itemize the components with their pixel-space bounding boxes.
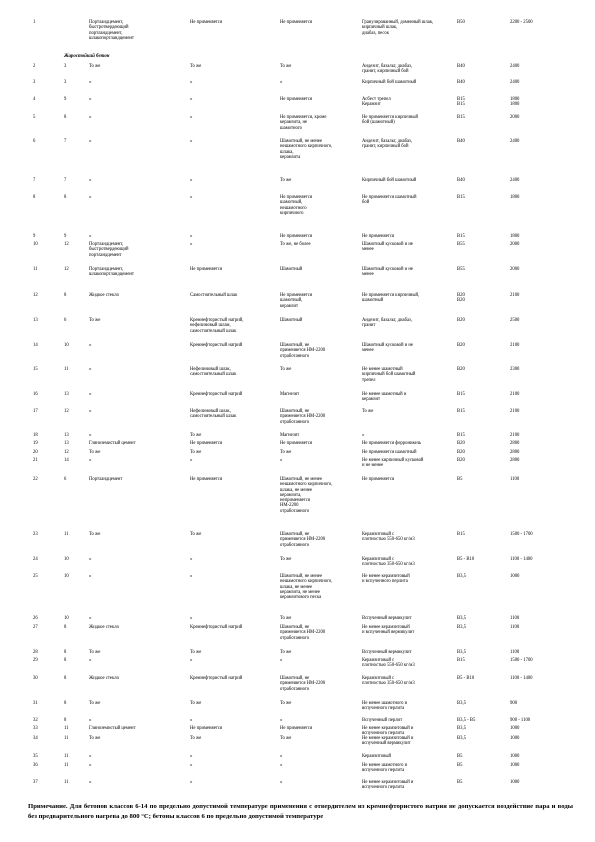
row-number: 17 <box>33 409 38 414</box>
fine-filler-cell: Не применяется шамотный, нешамотного кирпичного <box>280 195 313 216</box>
strength-class-cell: В20 <box>457 343 465 348</box>
row-number: 3 <box>33 80 36 85</box>
aggregate-cell: Гранулированный, доменный шлак, кирпичный шлак, диабаз, песок <box>362 20 434 36</box>
row-number: 11 <box>33 267 38 272</box>
hardener-cell: Кремнефтористый натрий <box>190 676 243 681</box>
density-cell: 1000 <box>510 763 520 768</box>
binder-cell: « <box>89 763 92 768</box>
concrete-class: 11 <box>64 763 69 768</box>
binder-cell: Портландцемент, быстротвердеющий портландцемент, шлакопортландцемент <box>89 20 134 41</box>
aggregate-cell: Не менее шамотный кирпичный бой шамотный трепел <box>362 367 416 383</box>
row-number: 21 <box>33 458 38 463</box>
row-number: 1 <box>33 20 36 25</box>
density-cell: 1000 <box>510 754 520 759</box>
strength-class-cell: В40 <box>457 178 465 183</box>
concrete-class: 8 <box>64 115 67 120</box>
strength-class-cell: В50 <box>457 20 465 25</box>
fine-filler-cell: Не применяется, кроме керамзита, не шамотного <box>280 115 327 131</box>
hardener-cell: То же <box>190 450 202 455</box>
strength-class-cell: В3,5 <box>457 650 466 655</box>
fine-filler-cell: То же <box>280 367 292 372</box>
concrete-class: 8 <box>64 293 67 298</box>
strength-class-cell: В5 - В10 <box>457 676 475 681</box>
concrete-class: 11 <box>64 367 69 372</box>
row-number: 9 <box>33 234 36 239</box>
density-cell: 1100 - 1400 <box>510 557 533 562</box>
aggregate-cell: Не менее керамзитовый и вспученного перлита <box>362 726 414 737</box>
concrete-class: 8 <box>64 195 67 200</box>
row-number: 32 <box>33 718 38 723</box>
fine-filler-cell: « <box>280 80 283 85</box>
density-cell: 1000 <box>510 780 520 785</box>
row-number: 2 <box>33 64 36 69</box>
density-cell: 2100 <box>510 392 520 397</box>
density-cell: 1000 <box>510 726 520 731</box>
row-number: 5 <box>33 115 36 120</box>
density-cell: 1800 1800 <box>510 97 520 108</box>
hardener-cell: То же <box>190 532 202 537</box>
concrete-class: 8 <box>64 658 67 663</box>
concrete-class: 3 <box>64 80 67 85</box>
binder-cell: Портландцемент, шлакопортландцемент <box>89 267 134 278</box>
binder-cell: То же <box>89 532 101 537</box>
aggregate-cell: Вспученный вермикулит <box>362 616 412 621</box>
strength-class-cell: В3,5 <box>457 574 466 579</box>
aggregate-cell: Не менее кирпичный кусковой и не менее <box>362 458 424 469</box>
aggregate-cell: Керамзитовый с плотностью 350-650 кг/м3 <box>362 557 415 568</box>
strength-class-cell: В20 <box>457 458 465 463</box>
hardener-cell: То же <box>190 650 202 655</box>
density-cell: 1100 - 1400 <box>510 676 533 681</box>
hardener-cell: Кремнефтористый натрий <box>190 392 243 397</box>
binder-cell: « <box>89 367 92 372</box>
binder-cell: То же <box>89 64 101 69</box>
row-number: 8 <box>33 195 36 200</box>
hardener-cell: « <box>190 80 193 85</box>
binder-cell: « <box>89 658 92 663</box>
density-cell: 1100 <box>510 616 520 621</box>
concrete-class: 10 <box>64 574 69 579</box>
density-cell: 2800 <box>510 441 520 446</box>
row-number: 26 <box>33 616 38 621</box>
binder-cell: То же <box>89 650 101 655</box>
binder-cell: « <box>89 343 92 348</box>
strength-class-cell: В15 <box>457 195 465 200</box>
row-number: 23 <box>33 532 38 537</box>
fine-filler-cell: « <box>280 718 283 723</box>
density-cell: 2500 <box>510 318 520 323</box>
fine-filler-cell: Шамотный, не менее нешамотного кирпичного, шлака, не менее керамзита, не менее керамзитового песка <box>280 574 333 601</box>
hardener-cell: « <box>190 574 193 579</box>
binder-cell: « <box>89 718 92 723</box>
row-number: 31 <box>33 701 38 706</box>
row-number: 35 <box>33 754 38 759</box>
row-number: 22 <box>33 477 38 482</box>
aggregate-cell: Керамзитовый с плотностью 550-650 кг/м3 <box>362 532 415 543</box>
fine-filler-cell: Шамотный, не применяется НМ-2200 отработанного <box>280 409 326 425</box>
fine-filler-cell: Шамотный <box>280 318 303 323</box>
density-cell: 1100 <box>510 650 520 655</box>
fine-filler-cell: Шамотный, не менее нешамотного кирпичного, шлака, керамзита <box>280 139 333 160</box>
concrete-class: 13 <box>64 441 69 446</box>
concrete-class: 9 <box>64 97 67 102</box>
aggregate-cell: Не применяется шамотный <box>362 450 417 455</box>
row-number: 29 <box>33 658 38 663</box>
concrete-class: 12 <box>64 450 69 455</box>
strength-class-cell: В5 <box>457 780 463 785</box>
row-number: 25 <box>33 574 38 579</box>
aggregate-cell: Вспученный перлит <box>362 718 403 723</box>
concrete-class: 12 <box>64 267 69 272</box>
density-cell: 2400 <box>510 139 520 144</box>
strength-class-cell: В3,5 <box>457 625 466 630</box>
fine-filler-cell: Не применяется шамотный, керамзит <box>280 293 313 309</box>
row-number: 16 <box>33 392 38 397</box>
hardener-cell: Нефелиновый шлак, самостоятельный шлак <box>190 367 237 378</box>
strength-class-cell: В5 - В10 <box>457 557 475 562</box>
density-cell: 1000 <box>510 574 520 579</box>
binder-cell: То же <box>89 450 101 455</box>
hardener-cell: Самостоятельный шлак <box>190 293 238 298</box>
strength-class-cell: В3,5 <box>457 736 466 741</box>
fine-filler-cell: « <box>280 458 283 463</box>
concrete-class: 8 <box>64 701 67 706</box>
row-number: 33 <box>33 726 38 731</box>
density-cell: 2100 <box>510 433 520 438</box>
binder-cell: « <box>89 780 92 785</box>
density-cell: 1500 - 1700 <box>510 658 533 663</box>
density-cell: 900 - 1100 <box>510 718 531 723</box>
binder-cell: « <box>89 80 92 85</box>
concrete-class: 11 <box>64 532 69 537</box>
aggregate-cell: Не применяется шамотный бой <box>362 195 417 206</box>
aggregate-cell: Не менее шамотного и вспученного перлита <box>362 701 408 712</box>
strength-class-cell: В20 В20 <box>457 293 465 304</box>
aggregate-cell: « <box>362 433 365 438</box>
concrete-class: 9 <box>64 234 67 239</box>
hardener-cell: Не применяется <box>190 441 223 446</box>
aggregate-cell: Не менее шамотного и вспученного перлита <box>362 763 408 774</box>
concrete-class: 3 <box>64 64 67 69</box>
density-cell: 1500 - 1700 <box>510 532 533 537</box>
strength-class-cell: В15 <box>457 392 465 397</box>
concrete-class: 11 <box>64 726 69 731</box>
strength-class-cell: В3,5 <box>457 701 466 706</box>
density-cell: 2000 <box>510 267 520 272</box>
aggregate-cell: Не менее шамотный и керамзит <box>362 392 407 403</box>
hardener-cell: « <box>190 658 193 663</box>
fine-filler-cell: Не применяется <box>280 726 313 731</box>
strength-class-cell: В55 <box>457 267 465 272</box>
strength-class-cell: В3,5 - В5 <box>457 718 476 723</box>
aggregate-cell: Андезит, базальт, диабаз, гранит, кирпичный бой <box>362 139 413 150</box>
fine-filler-cell: « <box>280 763 283 768</box>
row-number: 18 <box>33 433 38 438</box>
binder-cell: То же <box>89 701 101 706</box>
density-cell: 2100 <box>510 293 520 298</box>
fine-filler-cell: То же <box>280 701 292 706</box>
fine-filler-cell: То же <box>280 450 292 455</box>
aggregate-cell: Не применяется кирпичный бой (шамотный) <box>362 115 418 126</box>
concrete-class: 14 <box>64 458 69 463</box>
aggregate-cell: Андезит, базальт, диабаз, гранит, кирпичный бой <box>362 64 413 75</box>
hardener-cell: « <box>190 242 193 247</box>
row-number: 10 <box>33 242 38 247</box>
strength-class-cell: В3,5 <box>457 616 466 621</box>
density-cell: 2000 <box>510 242 520 247</box>
binder-cell: То же <box>89 318 101 323</box>
density-cell: 2400 <box>510 64 520 69</box>
strength-class-cell: В5 <box>457 477 463 482</box>
aggregate-cell: Не менее керамзитовый и вспученный вермикулит <box>362 625 415 636</box>
strength-class-cell: В3,5 <box>457 726 466 731</box>
binder-cell: Жидкое стекло <box>89 293 119 298</box>
fine-filler-cell: То же <box>280 557 292 562</box>
table-subheading: Жаростойкий бетон <box>64 54 110 59</box>
row-number: 12 <box>33 293 38 298</box>
binder-cell: « <box>89 139 92 144</box>
binder-cell: Жидкое стекло <box>89 625 119 630</box>
concrete-class: 7 <box>64 178 67 183</box>
density-cell: 2300 <box>510 367 520 372</box>
aggregate-cell: Керамзитовый с плотностью 550-650 кг/м3 <box>362 658 415 669</box>
row-number: 30 <box>33 676 38 681</box>
aggregate-cell: Не применяется кирпичный, шамотный <box>362 293 420 304</box>
concrete-class: 13 <box>64 392 69 397</box>
strength-class-cell: В20 <box>457 450 465 455</box>
row-number: 34 <box>33 736 38 741</box>
concrete-class: 10 <box>64 343 69 348</box>
strength-class-cell: В15 <box>457 115 465 120</box>
row-number: 14 <box>33 343 38 348</box>
hardener-cell: « <box>190 178 193 183</box>
fine-filler-cell: То же <box>280 178 292 183</box>
density-cell: 1100 <box>510 625 520 630</box>
hardener-cell: Не применяется <box>190 20 223 25</box>
strength-class-cell: В15 <box>457 409 465 414</box>
strength-class-cell: В15 <box>457 433 465 438</box>
fine-filler-cell: Шамотный, не применяется НМ-2200 отработанного <box>280 676 326 692</box>
aggregate-cell: Не применяется ферроникель <box>362 441 422 446</box>
hardener-cell: То же <box>190 64 202 69</box>
fine-filler-cell: То же <box>280 736 292 741</box>
concrete-class: 7 <box>64 139 67 144</box>
aggregate-cell: Асбест трепел Керамзит <box>362 97 391 108</box>
hardener-cell: « <box>190 780 193 785</box>
concrete-class: 8 <box>64 625 67 630</box>
concrete-class: 11 <box>64 780 69 785</box>
fine-filler-cell: Магнезит <box>280 392 300 397</box>
aggregate-cell: Андезит, базальт, диабаз, гранит <box>362 318 413 329</box>
concrete-class: 8 <box>64 718 67 723</box>
hardener-cell: « <box>190 754 193 759</box>
strength-class-cell: В20 <box>457 367 465 372</box>
aggregate-cell: Кирпичный бой шамотный <box>362 178 417 183</box>
concrete-class: 11 <box>64 736 69 741</box>
binder-cell: То же <box>89 736 101 741</box>
strength-class-cell: В40 <box>457 64 465 69</box>
hardener-cell: « <box>190 195 193 200</box>
aggregate-cell: Не менее керамзитовый и вспученного перлита <box>362 574 410 585</box>
strength-class-cell: В15 <box>457 658 465 663</box>
row-number: 19 <box>33 441 38 446</box>
binder-cell: Портландцемент, быстротвердеющий портландцемент <box>89 242 129 258</box>
hardener-cell: « <box>190 718 193 723</box>
strength-class-cell: В55 <box>457 242 465 247</box>
hardener-cell: Кремнефтористый натрий <box>190 343 243 348</box>
aggregate-cell: Керамзитовый с плотностью 350-650 кг/м3 <box>362 676 415 687</box>
binder-cell: Жидкое стекло <box>89 676 119 681</box>
row-number: 36 <box>33 763 38 768</box>
row-number: 4 <box>33 97 36 102</box>
hardener-cell: « <box>190 115 193 120</box>
hardener-cell: То же <box>190 701 202 706</box>
fine-filler-cell: Не применяется <box>280 441 313 446</box>
density-cell: 1100 <box>510 477 520 482</box>
hardener-cell: « <box>190 97 193 102</box>
hardener-cell: То же <box>190 433 202 438</box>
density-cell: 2200 - 2500 <box>510 20 533 25</box>
aggregate-cell: Не менее керамзитовый и вспученного перлита <box>362 780 414 791</box>
binder-cell: « <box>89 392 92 397</box>
concrete-class: 12 <box>64 242 69 247</box>
density-cell: 2800 <box>510 450 520 455</box>
binder-cell: « <box>89 754 92 759</box>
density-cell: 2800 <box>510 458 520 463</box>
hardener-cell: Не применяется <box>190 267 223 272</box>
fine-filler-cell: Шамотный, не применяется НМ-2200 отработанного <box>280 343 326 359</box>
fine-filler-cell: Не применяется <box>280 234 313 239</box>
fine-filler-cell: То же <box>280 616 292 621</box>
density-cell: 2400 <box>510 178 520 183</box>
density-cell: 2400 <box>510 80 520 85</box>
aggregate-cell: Кирпичный бой шамотный <box>362 80 417 85</box>
fine-filler-cell: То же <box>280 650 292 655</box>
concrete-class: 10 <box>64 557 69 562</box>
fine-filler-cell: Шамотный, не применяется НМ-2200 отработанного <box>280 625 326 641</box>
density-cell: 1800 <box>510 234 520 239</box>
binder-cell: Глиноземистый цемент <box>89 441 136 446</box>
concrete-class: 10 <box>64 616 69 621</box>
aggregate-cell: Шамотный кусковой и не менее <box>362 343 413 354</box>
hardener-cell: « <box>190 458 193 463</box>
fine-filler-cell: Шамотный, не применяется НМ-2200 отработанного <box>280 532 326 548</box>
binder-cell: « <box>89 433 92 438</box>
aggregate-cell: Не применяется <box>362 234 395 239</box>
hardener-cell: Нефелиновый шлак, самостоятельный шлак <box>190 409 237 420</box>
hardener-cell: « <box>190 763 193 768</box>
strength-class-cell: В20 <box>457 441 465 446</box>
strength-class-cell: В15 <box>457 532 465 537</box>
binder-cell: « <box>89 234 92 239</box>
aggregate-cell: То же <box>362 409 374 414</box>
binder-cell: « <box>89 195 92 200</box>
hardener-cell: « <box>190 234 193 239</box>
hardener-cell: Кремнефтористый натрий <box>190 625 243 630</box>
table-note: Примечание. Для бетонов классов 6-14 по предельно допустимой температуре применения с отвердителем из кремнефтористого натрия не допускается воздействие пара и воды без предварительного нагрева до 800 °С; бетоны классов 6 по предельно допустимой температуре <box>28 803 573 820</box>
fine-filler-cell: Магнезит <box>280 433 300 438</box>
binder-cell: « <box>89 178 92 183</box>
density-cell: 2100 <box>510 343 520 348</box>
row-number: 20 <box>33 450 38 455</box>
concrete-class: 11 <box>64 754 69 759</box>
row-number: 27 <box>33 625 38 630</box>
concrete-class: 6 <box>64 318 67 323</box>
hardener-cell: Не применяется <box>190 726 223 731</box>
concrete-class: 13 <box>64 433 69 438</box>
fine-filler-cell: Не применяется <box>280 97 313 102</box>
density-cell: 900 <box>510 701 518 706</box>
concrete-class: 8 <box>64 650 67 655</box>
strength-class-cell: В40 <box>457 80 465 85</box>
hardener-cell: « <box>190 139 193 144</box>
binder-cell: « <box>89 616 92 621</box>
fine-filler-cell: Шамотный <box>280 267 303 272</box>
row-number: 28 <box>33 650 38 655</box>
row-number: 7 <box>33 178 36 183</box>
concrete-class: 6 <box>64 477 67 482</box>
fine-filler-cell: Не применяется <box>280 20 313 25</box>
hardener-cell: То же <box>190 736 202 741</box>
row-number: 24 <box>33 557 38 562</box>
concrete-class: 8 <box>64 676 67 681</box>
fine-filler-cell: То же <box>280 64 292 69</box>
aggregate-cell: Шамотный кусковой и не менее <box>362 242 413 253</box>
density-cell: 1000 <box>510 736 520 741</box>
strength-class-cell: В15 <box>457 234 465 239</box>
hardener-cell: Кремнефтористый натрий, нефелиновый шлам, самостоятельный шлак <box>190 318 244 334</box>
fine-filler-cell: « <box>280 780 283 785</box>
binder-cell: « <box>89 557 92 562</box>
binder-cell: Глиноземистый цемент <box>89 726 136 731</box>
fine-filler-cell: Шамотный, не менее нешамотного кирпичного, шлака, не менее керамзита, неприменяется НМ-2200 отработанного <box>280 477 333 514</box>
aggregate-cell: Керамзитовый <box>362 754 391 759</box>
binder-cell: « <box>89 458 92 463</box>
binder-cell: « <box>89 97 92 102</box>
concrete-class: 12 <box>64 409 69 414</box>
row-number: 6 <box>33 139 36 144</box>
hardener-cell: Не применяется <box>190 477 223 482</box>
hardener-cell: « <box>190 557 193 562</box>
strength-class-cell: В5 <box>457 754 463 759</box>
strength-class-cell: В15 В15 <box>457 97 465 108</box>
binder-cell: « <box>89 574 92 579</box>
aggregate-cell: Вспученный вермикулит <box>362 650 412 655</box>
row-number: 37 <box>33 780 38 785</box>
aggregate-cell: Не применяется <box>362 477 395 482</box>
row-number: 15 <box>33 367 38 372</box>
fine-filler-cell: То же, не более <box>280 242 311 247</box>
binder-cell: Портландцемент <box>89 477 123 482</box>
aggregate-cell: Шамотный кусковой и не менее <box>362 267 413 278</box>
binder-cell: « <box>89 409 92 414</box>
fine-filler-cell: « <box>280 754 283 759</box>
density-cell: 1800 <box>510 195 520 200</box>
strength-class-cell: В20 <box>457 318 465 323</box>
strength-class-cell: В40 <box>457 139 465 144</box>
density-cell: 2000 <box>510 115 520 120</box>
aggregate-cell: Не менее керамзитовый и вспученный вермикулит <box>362 736 414 747</box>
strength-class-cell: В5 <box>457 763 463 768</box>
fine-filler-cell: « <box>280 658 283 663</box>
hardener-cell: « <box>190 616 193 621</box>
row-number: 13 <box>33 318 38 323</box>
density-cell: 2100 <box>510 409 520 414</box>
binder-cell: « <box>89 115 92 120</box>
